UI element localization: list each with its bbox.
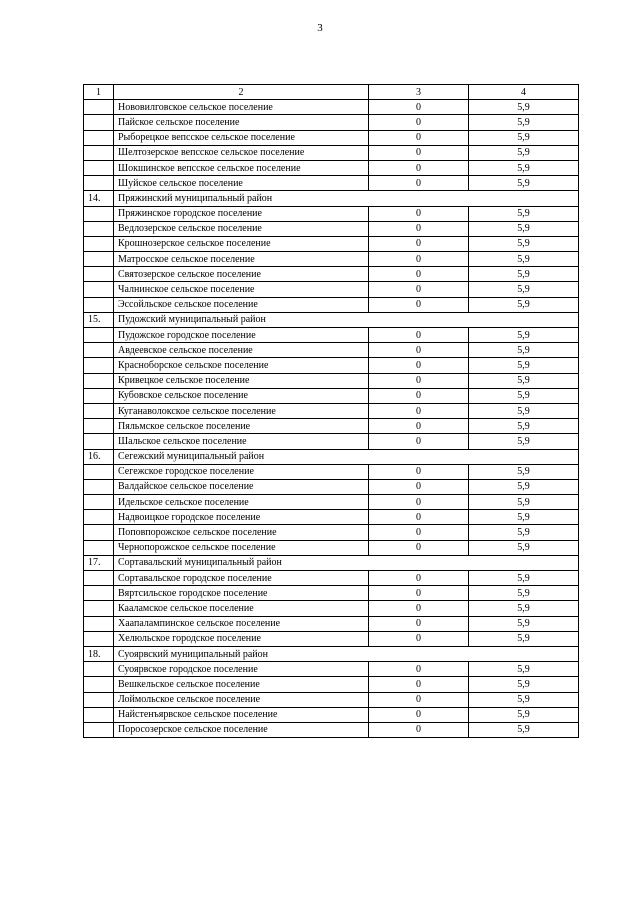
col3-value: 0 [369,100,469,115]
col4-value: 5,9 [469,586,579,601]
col3-value: 0 [369,464,469,479]
district-name: Сегежский муниципальный район [114,449,579,464]
row-number [84,495,114,510]
col3-value: 0 [369,601,469,616]
table-row [84,601,579,616]
row-number [84,677,114,692]
row-number [84,479,114,494]
table-header-row [84,85,579,100]
row-number [84,525,114,540]
col4-value: 5,9 [469,419,579,434]
district-row [84,555,579,570]
row-number [84,571,114,586]
col3-value: 0 [369,282,469,297]
table-row [84,692,579,707]
row-number [84,176,114,191]
settlement-name: Кривецкое сельское поселение [114,373,369,388]
settlement-name: Пайское сельское поселение [114,115,369,130]
row-number [84,403,114,418]
col4-value: 5,9 [469,358,579,373]
row-number [84,616,114,631]
table-row [84,297,579,312]
settlement-name: Нововилговское сельское поселение [114,100,369,115]
row-number [84,160,114,175]
col4-value: 5,9 [469,510,579,525]
col3-value: 0 [369,176,469,191]
col3-value: 0 [369,677,469,692]
row-number [84,206,114,221]
district-row [84,449,579,464]
settlement-name: Идельское сельское поселение [114,495,369,510]
col3-value: 0 [369,343,469,358]
district-name: Пудожский муниципальный район [114,312,579,327]
col3-value: 0 [369,571,469,586]
table-row [84,388,579,403]
table-row [84,100,579,115]
header-col-3: 3 [369,85,469,100]
table-row [84,722,579,737]
row-number [84,388,114,403]
col3-value: 0 [369,510,469,525]
col3-value: 0 [369,221,469,236]
table-row [84,479,579,494]
col3-value: 0 [369,479,469,494]
district-row [84,646,579,661]
col4-value: 5,9 [469,373,579,388]
table-row [84,616,579,631]
table-row [84,282,579,297]
col3-value: 0 [369,388,469,403]
settlement-name: Найстенъярвское сельское поселение [114,707,369,722]
settlement-name: Матросское сельское поселение [114,252,369,267]
district-number: 15. [84,312,114,327]
col4-value: 5,9 [469,601,579,616]
district-name: Сортавальский муниципальный район [114,555,579,570]
table-row [84,358,579,373]
table-row [84,707,579,722]
row-number [84,540,114,555]
header-col-2: 2 [114,85,369,100]
col3-value: 0 [369,267,469,282]
col3-value: 0 [369,115,469,130]
settlement-name: Рыборецкое вепсское сельское поселение [114,130,369,145]
settlement-name: Эссойльское сельское поселение [114,297,369,312]
settlement-name: Шальское сельское поселение [114,434,369,449]
district-row [84,191,579,206]
header-col-1: 1 [84,85,114,100]
row-number [84,358,114,373]
col3-value: 0 [369,373,469,388]
table-row [84,130,579,145]
settlement-name: Шелтозерское вепсское сельское поселение [114,145,369,160]
settlement-name: Хелюльское городское поселение [114,631,369,646]
col3-value: 0 [369,616,469,631]
col3-value: 0 [369,662,469,677]
settlement-name: Вешкельское сельское поселение [114,677,369,692]
table-row [84,145,579,160]
col3-value: 0 [369,358,469,373]
settlements-table [83,84,579,738]
col3-value: 0 [369,145,469,160]
row-number [84,115,114,130]
col3-value: 0 [369,525,469,540]
table-row [84,586,579,601]
col3-value: 0 [369,586,469,601]
col4-value: 5,9 [469,267,579,282]
settlement-name: Пудожское городское поселение [114,328,369,343]
col4-value: 5,9 [469,115,579,130]
settlement-name: Шокшинское вепсское сельское поселение [114,160,369,175]
col3-value: 0 [369,160,469,175]
table-row [84,343,579,358]
table-row [84,419,579,434]
table-row [84,677,579,692]
table-row [84,160,579,175]
col3-value: 0 [369,130,469,145]
settlement-name: Пряжинское городское поселение [114,206,369,221]
table-row [84,206,579,221]
table-row [84,525,579,540]
col3-value: 0 [369,252,469,267]
table-row [84,236,579,251]
col3-value: 0 [369,722,469,737]
col4-value: 5,9 [469,540,579,555]
table-body [84,85,579,738]
row-number [84,419,114,434]
settlement-name: Святозерское сельское поселение [114,267,369,282]
col4-value: 5,9 [469,388,579,403]
table-row [84,403,579,418]
settlement-name: Куганаволокское сельское поселение [114,403,369,418]
col4-value: 5,9 [469,722,579,737]
col4-value: 5,9 [469,328,579,343]
col4-value: 5,9 [469,206,579,221]
col4-value: 5,9 [469,616,579,631]
col4-value: 5,9 [469,100,579,115]
district-number: 18. [84,646,114,661]
settlement-name: Красноборское сельское поселение [114,358,369,373]
col4-value: 5,9 [469,571,579,586]
col3-value: 0 [369,403,469,418]
col4-value: 5,9 [469,692,579,707]
col4-value: 5,9 [469,525,579,540]
row-number [84,297,114,312]
district-number: 17. [84,555,114,570]
table-row [84,115,579,130]
table-row [84,464,579,479]
row-number [84,692,114,707]
col3-value: 0 [369,707,469,722]
settlement-name: Сортавальское городское поселение [114,571,369,586]
header-col-4: 4 [469,85,579,100]
row-number [84,267,114,282]
district-number: 16. [84,449,114,464]
col4-value: 5,9 [469,495,579,510]
table-row [84,328,579,343]
row-number [84,145,114,160]
district-name: Пряжинский муниципальный район [114,191,579,206]
col4-value: 5,9 [469,434,579,449]
col3-value: 0 [369,631,469,646]
col4-value: 5,9 [469,252,579,267]
settlement-name: Кааламское сельское поселение [114,601,369,616]
col4-value: 5,9 [469,176,579,191]
col3-value: 0 [369,297,469,312]
col4-value: 5,9 [469,631,579,646]
col3-value: 0 [369,328,469,343]
table-row [84,571,579,586]
row-number [84,707,114,722]
col3-value: 0 [369,206,469,221]
district-row [84,312,579,327]
col4-value: 5,9 [469,343,579,358]
col4-value: 5,9 [469,282,579,297]
settlement-name: Надвоицкое городское поселение [114,510,369,525]
col4-value: 5,9 [469,145,579,160]
district-name: Суоярвский муниципальный район [114,646,579,661]
row-number [84,282,114,297]
col3-value: 0 [369,692,469,707]
col3-value: 0 [369,495,469,510]
row-number [84,601,114,616]
table-row [84,540,579,555]
row-number [84,464,114,479]
row-number [84,631,114,646]
table-row [84,176,579,191]
table-row [84,662,579,677]
col4-value: 5,9 [469,236,579,251]
settlement-name: Вяртсильское городское поселение [114,586,369,601]
col3-value: 0 [369,419,469,434]
row-number [84,434,114,449]
settlement-name: Крошнозерское сельское поселение [114,236,369,251]
settlement-name: Шуйское сельское поселение [114,176,369,191]
settlement-name: Хаапалампинское сельское поселение [114,616,369,631]
settlement-name: Поповпорожское сельское поселение [114,525,369,540]
settlement-name: Кубовское сельское поселение [114,388,369,403]
col4-value: 5,9 [469,677,579,692]
table-row [84,267,579,282]
col4-value: 5,9 [469,160,579,175]
table-row [84,510,579,525]
table-row [84,252,579,267]
row-number [84,662,114,677]
row-number [84,130,114,145]
col3-value: 0 [369,434,469,449]
table-row [84,221,579,236]
table-row [84,495,579,510]
row-number [84,510,114,525]
row-number [84,722,114,737]
row-number [84,328,114,343]
settlement-name: Пяльмское сельское поселение [114,419,369,434]
settlement-name: Поросозерское сельское поселение [114,722,369,737]
row-number [84,373,114,388]
table-row [84,373,579,388]
col4-value: 5,9 [469,403,579,418]
col3-value: 0 [369,236,469,251]
row-number [84,252,114,267]
table-row [84,434,579,449]
settlement-name: Чернопорожское сельское поселение [114,540,369,555]
page-number: 3 [317,22,323,34]
settlement-name: Ведлозерское сельское поселение [114,221,369,236]
settlement-name: Валдайское сельское поселение [114,479,369,494]
row-number [84,221,114,236]
settlement-name: Сегежское городское поселение [114,464,369,479]
col3-value: 0 [369,540,469,555]
row-number [84,100,114,115]
col4-value: 5,9 [469,479,579,494]
row-number [84,586,114,601]
row-number [84,236,114,251]
district-number: 14. [84,191,114,206]
settlement-name: Авдеевское сельское поселение [114,343,369,358]
col4-value: 5,9 [469,662,579,677]
col4-value: 5,9 [469,297,579,312]
table-row [84,631,579,646]
col4-value: 5,9 [469,221,579,236]
settlement-name: Суоярвское городское поселение [114,662,369,677]
col4-value: 5,9 [469,130,579,145]
col4-value: 5,9 [469,707,579,722]
settlement-name: Чалнинское сельское поселение [114,282,369,297]
col4-value: 5,9 [469,464,579,479]
row-number [84,343,114,358]
settlement-name: Лоймольское сельское поселение [114,692,369,707]
